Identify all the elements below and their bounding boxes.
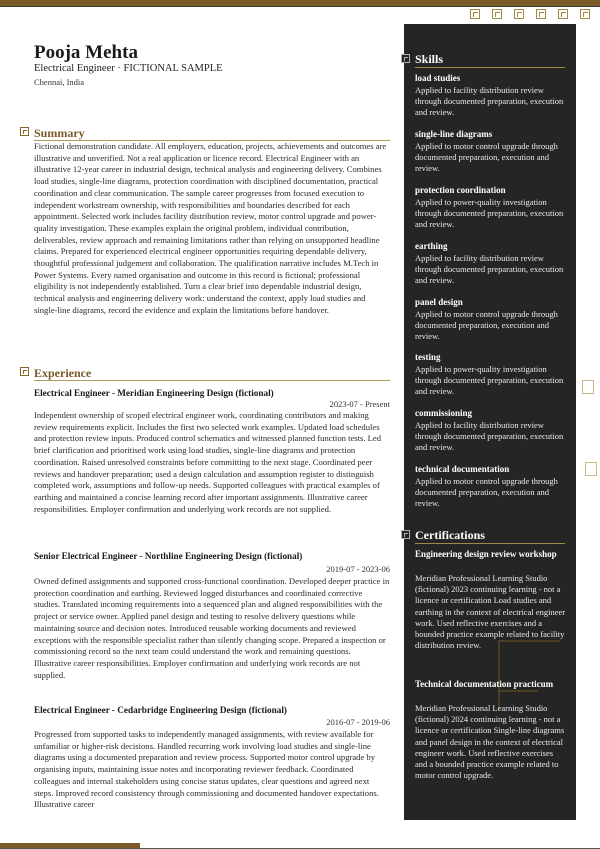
- section-ornament-icon: [20, 127, 29, 136]
- job-title: Electrical Engineer - Meridian Engineering Design (fictional): [34, 388, 274, 398]
- candidate-location: Chennai, India: [34, 77, 85, 87]
- skill-title: technical documentation: [415, 464, 510, 474]
- job-description: Progressed from supported tasks to independently managed assignments, with review available for unfamiliar or higher-risk decisions. Handled recurring work involving load studies and single-line diagrams using a documented preparation and review process. Supported motor control upgrade by organising inputs, maintaining issue notes and incorporating reviewer feedback. Coordinated colleagues and internal stakeholders using concise status updates, clear questions and agreed next steps. Improved record consistency through commissioning and documented handover expectations. Illustrative career: [34, 729, 379, 810]
- summary-text: Fictional demonstration candidate. All employers, education, projects, achievements and outcomes are illustrative and unverified. Not a real application or licence record. Electrical Engineer with an illustrative 12-year career in industrial design, technical analysis and engineering delivery. Combines load studies, single-line diagrams, protection coordination with disciplined documentation, practical coordination and clear communication. The sample career progresses from focused execution to independent workstream ownership, with responsibilities and boundaries described for each appointment. Selected work includes facility distribution review, motor control upgrade and power-quality investigation. These examples explain the original problem, individual contribution, deliverables, review approach and remaining limitations rather than relying on unsupported headline claims. Prepared for experienced electrical engineer opportunities requiring dependable delivery, thoughtful professional judgement and collaboration. The qualification narrative includes M.Tech in Power Systems. Every named organisation and outcome in this record is fictional; professional eligibility is not independently established. Turn a clear brief into dependable industrial design, technical analysis and engineering delivery work: understand the context, apply load studies and single-line diagrams, record the evidence and explain the limitations before handover.: [34, 141, 387, 315]
- skill-description: Applied to motor control upgrade through documented preparation, execution and review.: [415, 476, 558, 509]
- background-ornament: [498, 690, 538, 692]
- experience-rule: [34, 380, 390, 381]
- skill-title: commissioning: [415, 408, 473, 418]
- certification-title: Technical documentation practicum: [415, 679, 554, 689]
- skill-description: Applied to power-quality investigation through documented preparation, execution and review.: [415, 197, 564, 230]
- skill-description: Applied to facility distribution review through documented preparation, execution and review.: [415, 85, 564, 118]
- skill-description: Applied to motor control upgrade through documented preparation, execution and review.: [415, 309, 558, 342]
- margin-ornament-icon: [585, 462, 597, 476]
- certifications-heading: Certifications: [415, 528, 485, 542]
- skills-rule: [415, 67, 565, 68]
- candidate-title: Electrical Engineer · FICTIONAL SAMPLE: [34, 63, 223, 74]
- certifications-rule: [415, 543, 565, 544]
- job-dates: 2023-07 - Present: [329, 399, 390, 409]
- corner-ornament-icon: [580, 9, 590, 19]
- corner-ornament-icon: [514, 9, 524, 19]
- skill-title: testing: [415, 352, 441, 362]
- skill-title: earthing: [415, 241, 448, 251]
- certification-description: Meridian Professional Learning Studio (fictional) 2023 continuing learning - not a licence or certification Load studies and earthing in the context of electrical engineer work. Used reflective exercises and a bounded practice example related to facility distribution review.: [415, 573, 566, 651]
- job-title: Electrical Engineer - Cedarbridge Engineering Design (fictional): [34, 705, 287, 715]
- skill-title: panel design: [415, 297, 463, 307]
- job-title: Senior Electrical Engineer - Northline Engineering Design (fictional): [34, 551, 303, 561]
- skill-description: Applied to facility distribution review through documented preparation, execution and review.: [415, 420, 564, 453]
- section-ornament-icon: [401, 54, 410, 63]
- skills-heading: Skills: [415, 52, 444, 66]
- corner-ornament-icon: [492, 9, 502, 19]
- corner-ornament-icon: [536, 9, 546, 19]
- job-description: Independent ownership of scoped electrical engineer work, coordinating contributors and making review requirements explicit. Includes the first two selected work examples. Updated load schedules and protection review inputs. Produced control schematics and witnessed planned function tests. Led brief clarification and prioritised work using load studies, single-line diagrams and protection coordination. Raised unresolved constraints before committing to the next stage. Coordinated peer reviews and handover preparation; used a design calculation and assumption register to distinguish completed work, assumptions and follow-up needs. Supported colleagues with practical examples of earthing and maintained a concise learning record after important assignments. Illustrative career responsibilities. Employer confirmation and underlying work records are not supplied.: [34, 410, 382, 514]
- corner-ornament-icon: [470, 9, 480, 19]
- job-dates: 2016-07 - 2019-06: [326, 717, 390, 727]
- summary-heading: Summary: [34, 126, 85, 140]
- section-ornament-icon: [20, 367, 29, 376]
- certification-description: Meridian Professional Learning Studio (fictional) 2024 continuing learning - not a licence or certification Single-line diagrams and panel design in the context of electrical engineer work. Used reflective exercises and a bounded practice example related to motor control upgrade.: [415, 703, 565, 781]
- skill-title: protection coordination: [415, 185, 506, 195]
- margin-ornament-icon: [582, 380, 594, 394]
- section-ornament-icon: [401, 530, 410, 539]
- corner-ornament-icon: [558, 9, 568, 19]
- top-rule: [0, 6, 600, 7]
- skill-title: load studies: [415, 73, 461, 83]
- candidate-name: Pooja Mehta: [34, 42, 138, 63]
- skill-description: Applied to facility distribution review through documented preparation, execution and review.: [415, 253, 564, 286]
- skill-title: single-line diagrams: [415, 129, 493, 139]
- experience-heading: Experience: [34, 366, 92, 380]
- job-dates: 2019-07 - 2023-06: [326, 564, 390, 574]
- job-description: Owned defined assignments and supported cross-functional coordination. Developed deeper practice in protection coordination and earthing. Reviewed logged disturbances and coordinated corrective studies. Translated incoming requirements into a sequenced plan and aligned responsibilities with the project or service owner. Applied panel design and testing to resolve delivery questions while maintaining source and decision notes. Introduced reusable working documents and reviewed exceptions with the responsible specialist rather than silently changing scope. Prepared a inspection or commissioning record so the next team could understand the work and remaining questions. Illustrative career responsibilities. Employer confirmation and underlying work records are not supplied.: [34, 576, 390, 680]
- skill-description: Applied to motor control upgrade through documented preparation, execution and review.: [415, 141, 558, 174]
- skill-description: Applied to power-quality investigation through documented preparation, execution and review.: [415, 364, 564, 397]
- decorative-icon-row: [470, 9, 590, 19]
- certification-title: Engineering design review workshop: [415, 549, 557, 559]
